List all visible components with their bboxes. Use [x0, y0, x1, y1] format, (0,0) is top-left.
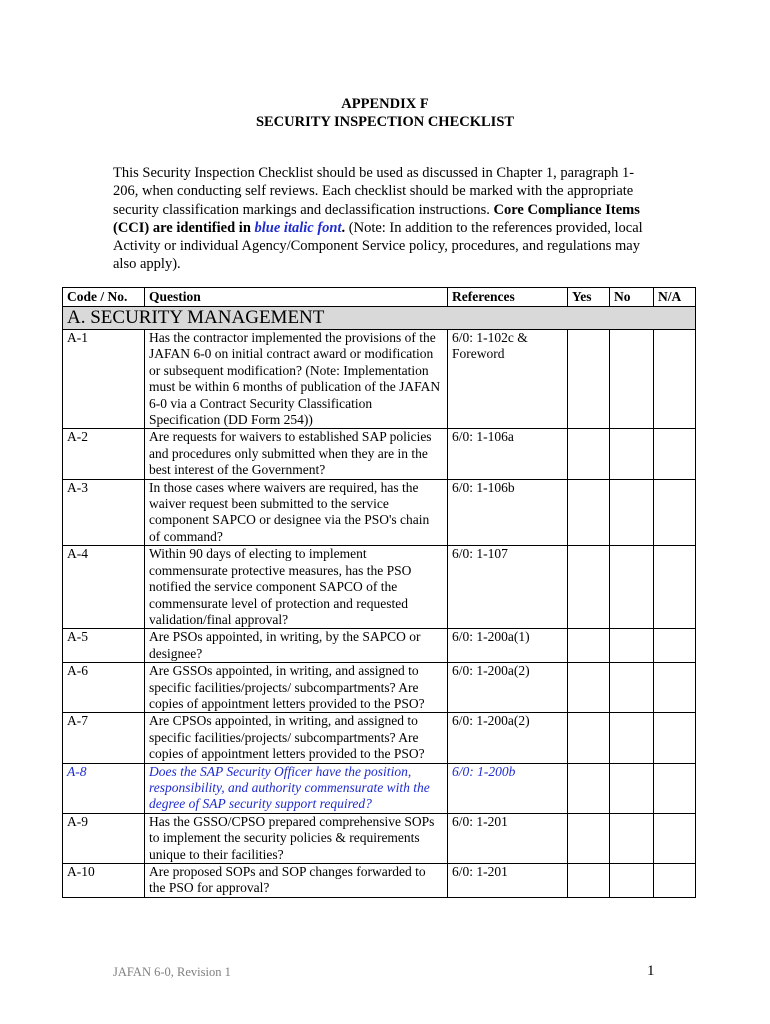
table-row	[63, 429, 696, 479]
row-code: A-2	[63, 429, 145, 479]
na-cell[interactable]	[654, 429, 696, 479]
appendix-label: APPENDIX F	[341, 96, 429, 112]
row-reference: 6/0: 1-200a(2)	[448, 663, 568, 713]
row-reference: 6/0: 1-200a(2)	[448, 713, 568, 763]
header-row	[63, 288, 696, 307]
no-cell[interactable]	[610, 330, 654, 429]
no-cell[interactable]	[610, 864, 654, 898]
yes-cell[interactable]	[568, 763, 610, 813]
row-question: In those cases where waivers are required, has the waiver request been submitted to the service component SAPCO or designee via the PSO's chain of command?	[145, 479, 448, 546]
col-header-no: No	[610, 288, 654, 307]
checklist-table	[62, 287, 696, 898]
row-reference: 6/0: 1-200a(1)	[448, 629, 568, 663]
row-code: A-3	[63, 479, 145, 546]
col-header-references: References	[448, 288, 568, 307]
no-cell[interactable]	[610, 763, 654, 813]
yes-cell[interactable]	[568, 864, 610, 898]
row-code: A-7	[63, 713, 145, 763]
na-cell[interactable]	[654, 713, 696, 763]
no-cell[interactable]	[610, 663, 654, 713]
row-code: A-8	[63, 763, 145, 813]
row-reference: 6/0: 1-106a	[448, 429, 568, 479]
yes-cell[interactable]	[568, 546, 610, 629]
row-code: A-1	[63, 330, 145, 429]
page-number: 1	[647, 963, 655, 979]
row-question: Are PSOs appointed, in writing, by the SAPCO or designee?	[145, 629, 448, 663]
na-cell[interactable]	[654, 479, 696, 546]
table-row	[63, 864, 696, 898]
cci-period: .	[341, 219, 346, 236]
na-cell[interactable]	[654, 663, 696, 713]
col-header-code: Code / No.	[63, 288, 145, 307]
row-reference: 6/0: 1-106b	[448, 479, 568, 546]
row-code: A-10	[63, 864, 145, 898]
intro-paragraph	[113, 164, 658, 274]
yes-cell[interactable]	[568, 330, 610, 429]
footer-doc-label: JAFAN 6-0, Revision 1	[113, 965, 231, 979]
table-row	[63, 629, 696, 663]
table-row	[63, 813, 696, 863]
intro-note: (Note: In addition to the references provided, local Activity or individual Agency/Component Service policy, procedures, and regulations may also apply).	[113, 219, 643, 273]
row-reference: 6/0: 1-102c & Foreword	[448, 330, 568, 429]
col-header-na: N/A	[654, 288, 696, 307]
na-cell[interactable]	[654, 763, 696, 813]
row-code: A-6	[63, 663, 145, 713]
col-header-yes: Yes	[568, 288, 610, 307]
no-cell[interactable]	[610, 629, 654, 663]
no-cell[interactable]	[610, 479, 654, 546]
intro-text: This Security Inspection Checklist should be used as discussed in Chapter 1, paragraph 1-206, when conducting self reviews. Each checklist should be marked with the appropriate security classification markings and declassification instructions.	[113, 165, 635, 218]
row-code: A-4	[63, 546, 145, 629]
na-cell[interactable]	[654, 546, 696, 629]
yes-cell[interactable]	[568, 813, 610, 863]
yes-cell[interactable]	[568, 429, 610, 479]
row-question: Has the contractor implemented the provisions of the JAFAN 6-0 on initial contract award or modification or subsequent modification? (Note: Implementation must be within 6 months of publication of the JAFAN 6-0 via a Contract Security Classification Specification (DD Form 254))	[145, 330, 448, 429]
row-question: Are requests for waivers to established SAP policies and procedures only submitted when they are in the best interest of the Government?	[145, 429, 448, 479]
cci-note: Core Compliance Items (CCI) are identified in	[113, 201, 640, 236]
table-row	[63, 330, 696, 429]
table-row	[63, 479, 696, 546]
yes-cell[interactable]	[568, 629, 610, 663]
row-question: Has the GSSO/CPSO prepared comprehensive SOPs to implement the security policies & requirements unique to their facilities?	[145, 813, 448, 863]
no-cell[interactable]	[610, 713, 654, 763]
col-header-question: Question	[145, 288, 448, 307]
na-cell[interactable]	[654, 330, 696, 429]
no-cell[interactable]	[610, 813, 654, 863]
no-cell[interactable]	[610, 546, 654, 629]
cci-font-sample: blue italic font	[254, 219, 342, 236]
row-code: A-9	[63, 813, 145, 863]
row-reference: 6/0: 1-200b	[448, 763, 568, 813]
page-title: SECURITY INSPECTION CHECKLIST	[255, 114, 515, 130]
yes-cell[interactable]	[568, 713, 610, 763]
yes-cell[interactable]	[568, 479, 610, 546]
table-row	[63, 546, 696, 629]
no-cell[interactable]	[610, 429, 654, 479]
section-title: A. SECURITY MANAGEMENT	[63, 307, 696, 330]
na-cell[interactable]	[654, 864, 696, 898]
row-question: Are proposed SOPs and SOP changes forwarded to the PSO for approval?	[145, 864, 448, 898]
row-question: Are CPSOs appointed, in writing, and assigned to specific facilities/projects/ subcompartments? Are copies of appointment letters provided to the PSO?	[145, 713, 448, 763]
row-reference: 6/0: 1-201	[448, 864, 568, 898]
na-cell[interactable]	[654, 629, 696, 663]
table-row	[63, 663, 696, 713]
row-question: Does the SAP Security Officer have the position, responsibility, and authority commensurate with the degree of SAP security support required?	[145, 763, 448, 813]
row-question: Within 90 days of electing to implement commensurate protective measures, has the PSO notified the service component SAPCO of the commensurate level of protection and requested validation/final approval?	[145, 546, 448, 629]
section-row	[63, 307, 696, 330]
yes-cell[interactable]	[568, 663, 610, 713]
row-reference: 6/0: 1-201	[448, 813, 568, 863]
row-code: A-5	[63, 629, 145, 663]
table-row	[63, 713, 696, 763]
table-row-cci	[63, 763, 696, 813]
na-cell[interactable]	[654, 813, 696, 863]
row-question: Are GSSOs appointed, in writing, and assigned to specific facilities/projects/ subcompartments? Are copies of appointment letters provided to the PSO?	[145, 663, 448, 713]
row-reference: 6/0: 1-107	[448, 546, 568, 629]
